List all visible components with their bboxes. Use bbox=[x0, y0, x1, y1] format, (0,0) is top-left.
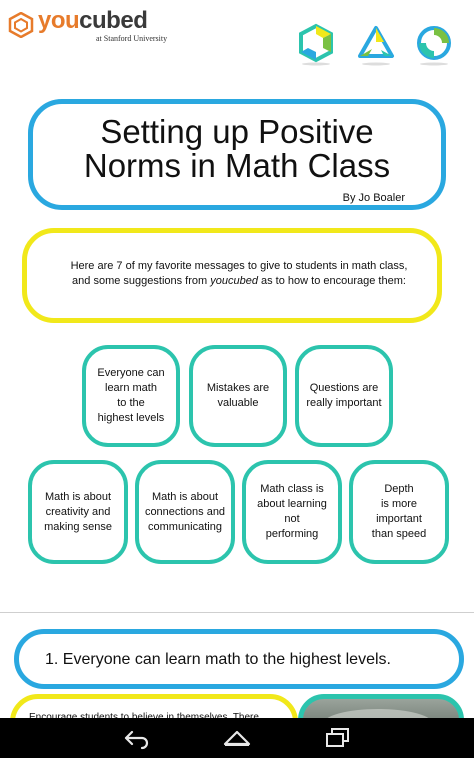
logo-you: you bbox=[38, 7, 80, 34]
section-1-heading-box bbox=[14, 629, 464, 689]
norm-pill-everyone-can-learn[interactable] bbox=[82, 345, 180, 447]
intro-text-youcubed: youcubed bbox=[210, 275, 258, 287]
android-nav-bar bbox=[0, 718, 474, 758]
title-box bbox=[28, 99, 446, 210]
norm-label: Math is about creativity and making sense bbox=[44, 490, 112, 533]
recent-apps-icon[interactable] bbox=[318, 726, 358, 750]
section-1-heading: 1. Everyone can learn math to the highest levels. bbox=[45, 651, 391, 668]
intro-box bbox=[22, 228, 442, 323]
youcubed-hex-logo-icon bbox=[8, 12, 34, 38]
intro-text-end: as to how to encourage them: bbox=[257, 275, 406, 287]
page-divider bbox=[0, 612, 474, 613]
back-icon[interactable] bbox=[116, 726, 156, 750]
mindset-badge-hexagon-icon bbox=[294, 22, 338, 66]
page-title-line-1: Setting up Positive bbox=[100, 113, 374, 150]
norm-pill-questions-important[interactable] bbox=[295, 345, 393, 447]
norm-pill-depth-over-speed[interactable] bbox=[349, 460, 449, 564]
norm-label: Everyone can learn math to the highest levels bbox=[97, 367, 165, 424]
page-title-line-2: Norms in Math Class bbox=[83, 147, 391, 184]
home-icon[interactable] bbox=[217, 726, 257, 750]
norm-label: Math is about connections and communicating bbox=[144, 490, 226, 533]
mindset-badge-circle-icon bbox=[412, 22, 456, 66]
norm-label: Questions are really important bbox=[306, 382, 382, 409]
logo-wordmark bbox=[38, 8, 147, 34]
intro-text-start: Here are 7 of my favorite messages to give to students in math class, and some suggestions from bbox=[70, 260, 408, 287]
logo-cubed: cubed bbox=[79, 7, 148, 34]
author-byline: By Jo Boaler bbox=[342, 192, 405, 204]
youcubed-logo[interactable] bbox=[8, 6, 168, 46]
intro-text bbox=[61, 259, 417, 289]
logo-subtitle: at Stanford University bbox=[96, 34, 168, 43]
norm-label: Math class is about learning not performing bbox=[257, 483, 327, 540]
norm-pill-learning-not-performing[interactable] bbox=[242, 460, 342, 564]
norm-label: Depth is more important than speed bbox=[371, 483, 427, 540]
norm-pill-mistakes-valuable[interactable] bbox=[189, 345, 287, 447]
norm-pill-connections[interactable] bbox=[135, 460, 235, 564]
norm-pill-creativity-sense[interactable] bbox=[28, 460, 128, 564]
norm-label: Mistakes are valuable bbox=[206, 382, 270, 409]
mindset-badge-triangle-icon bbox=[354, 22, 398, 66]
